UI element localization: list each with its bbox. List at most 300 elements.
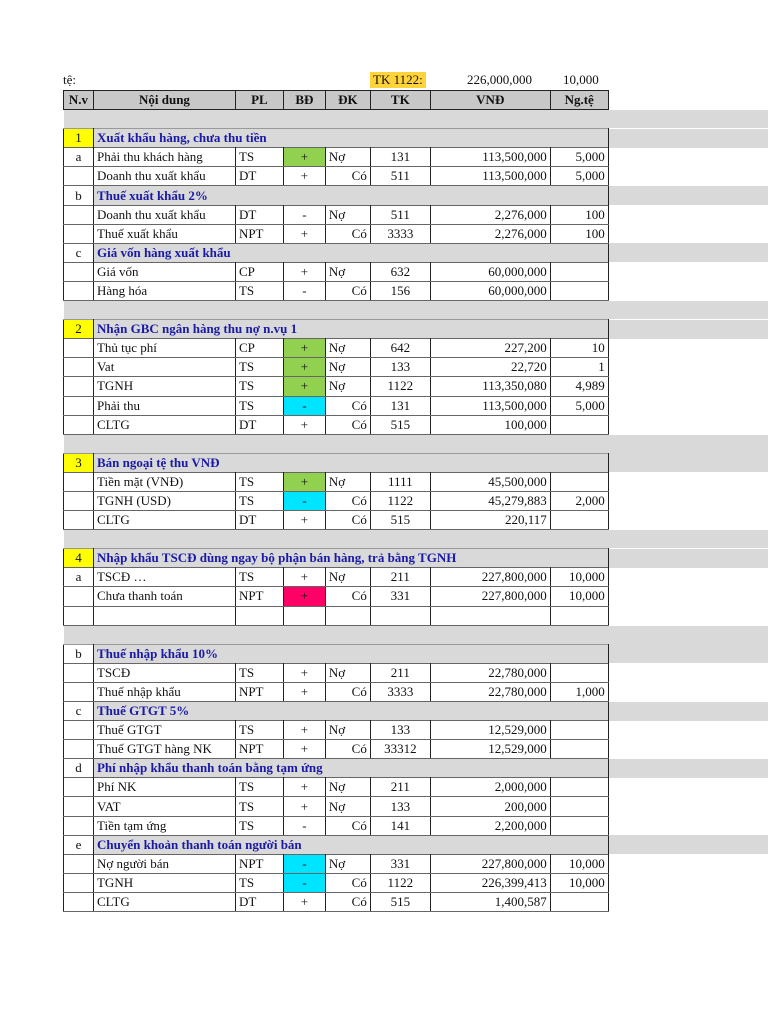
cell-pl: TS [235,491,283,510]
cell-bd: - [283,491,325,510]
cell-noi-dung: Hàng hóa [93,281,235,300]
cell-ngte [550,778,608,797]
cell-nv [64,816,94,835]
sub-item-letter: c [64,243,94,262]
cell-dk: Nợ [325,377,370,396]
cell-bd: + [283,224,325,243]
cell-ngte: 1,000 [550,682,608,701]
cell-vnd: 227,200 [430,339,550,358]
sub-heading-row [64,644,768,663]
cell-dk: Nợ [325,148,370,167]
col-header-bd: BĐ [283,91,325,110]
cell-pl: CP [235,339,283,358]
cell-bd: + [283,262,325,281]
transaction-title: Nhận GBC ngân hàng thu nợ n.vụ 1 [93,320,608,339]
cell-dk: Có [325,415,370,434]
cell-nv [64,587,94,606]
transaction-title: Bán ngoại tệ thu VNĐ [93,453,608,472]
cell-tk: 3333 [370,224,430,243]
cell-nv [64,167,94,186]
row-extension [608,358,768,377]
cell-nv [64,873,94,892]
cell-bd: + [283,377,325,396]
spacer-cell [64,434,768,453]
cell-nv [64,721,94,740]
transaction-number: 4 [64,549,94,568]
cell-dk: Có [325,740,370,759]
row-extension [608,262,768,281]
section-spacer-row [64,110,768,129]
cell-tk: 131 [370,396,430,415]
cell-vnd: 227,800,000 [430,854,550,873]
top-left-text: tệ: [63,72,76,87]
col-header-ngte: Ng.tệ [550,91,608,110]
cell-dk: Có [325,224,370,243]
cell-vnd: 227,800,000 [430,568,550,587]
col-header-noi-dung: Nội dung [93,91,235,110]
sub-item-title: Phí nhập khẩu thanh toán bằng tạm ứng [93,759,608,778]
cell-tk: 1122 [370,377,430,396]
row-extension [608,186,768,205]
cell-noi-dung: CLTG [93,415,235,434]
row-extension [608,511,768,530]
sub-heading-row [64,759,768,778]
table-row [64,167,768,186]
cell-pl: CP [235,262,283,281]
cell-pl: TS [235,816,283,835]
table-row [64,472,768,491]
cell-ngte [550,721,608,740]
cell-nv [64,778,94,797]
cell-tk: 1122 [370,491,430,510]
cell-noi-dung: Phải thu [93,396,235,415]
cell-pl: NPT [235,740,283,759]
table-row [64,797,768,816]
cell-vnd: 200,000 [430,797,550,816]
table-row [64,854,768,873]
blank-cell [325,606,370,625]
header-extension [608,91,768,110]
cell-ngte: 10,000 [550,568,608,587]
cell-ngte: 1 [550,358,608,377]
table-row [64,262,768,281]
row-extension [608,568,768,587]
cell-pl: DT [235,511,283,530]
blank-cell [283,606,325,625]
row-extension [608,415,768,434]
row-extension [608,663,768,682]
cell-bd: - [283,205,325,224]
cell-bd: + [283,663,325,682]
transaction-title: Xuất khẩu hàng, chưa thu tiền [93,129,608,148]
section-spacer-row [64,625,768,644]
cell-pl: TS [235,873,283,892]
cell-ngte [550,511,608,530]
cell-tk: 141 [370,816,430,835]
cell-bd: - [283,396,325,415]
cell-pl: DT [235,892,283,911]
row-extension [608,281,768,300]
cell-tk: 511 [370,205,430,224]
cell-vnd: 45,279,883 [430,491,550,510]
cell-tk: 133 [370,721,430,740]
table-row [64,377,768,396]
cell-pl: TS [235,396,283,415]
table-row [64,721,768,740]
cell-bd: + [283,148,325,167]
cell-ngte [550,797,608,816]
spacer-cell [64,110,768,129]
transaction-heading-row [64,320,768,339]
table-row [64,415,768,434]
sub-item-title: Thuế xuất khẩu 2% [93,186,608,205]
cell-noi-dung: TGNH (USD) [93,491,235,510]
cell-bd: + [283,587,325,606]
cell-nv [64,797,94,816]
cell-vnd: 2,276,000 [430,224,550,243]
cell-ngte [550,472,608,491]
cell-pl: NPT [235,224,283,243]
row-extension [608,320,768,339]
cell-noi-dung: Thuế nhập khẩu [93,682,235,701]
cell-noi-dung: Chưa thanh toán [93,587,235,606]
sub-item-title: Thuế GTGT 5% [93,702,608,721]
cell-nv [64,415,94,434]
cell-vnd: 226,399,413 [430,873,550,892]
cell-vnd: 22,720 [430,358,550,377]
table-row [64,873,768,892]
cell-bd: + [283,721,325,740]
sub-item-letter: b [64,644,94,663]
cell-bd: - [283,816,325,835]
tk-1122-vnd-total: 226,000,000 [467,72,532,87]
cell-pl: DT [235,167,283,186]
row-extension [608,148,768,167]
blank-cell [93,606,235,625]
spacer-cell [64,301,768,320]
cell-noi-dung: Doanh thu xuất khẩu [93,167,235,186]
cell-dk: Nợ [325,854,370,873]
cell-tk: 632 [370,262,430,281]
cell-ngte: 5,000 [550,148,608,167]
cell-dk: Có [325,281,370,300]
cell-tk: 331 [370,854,430,873]
cell-ngte [550,281,608,300]
cell-noi-dung: Nợ người bán [93,854,235,873]
row-extension [608,740,768,759]
cell-vnd: 12,529,000 [430,721,550,740]
row-extension [608,224,768,243]
cell-dk: Nợ [325,568,370,587]
cell-dk: Có [325,816,370,835]
section-spacer-row [64,434,768,453]
cell-nv [64,491,94,510]
transaction-number: 3 [64,453,94,472]
cell-vnd: 22,780,000 [430,663,550,682]
cell-tk: 211 [370,663,430,682]
row-extension [608,606,768,625]
row-extension [608,682,768,701]
cell-ngte [550,816,608,835]
cell-dk: Nợ [325,663,370,682]
cell-pl: NPT [235,682,283,701]
cell-vnd: 60,000,000 [430,262,550,281]
cell-ngte: 4,989 [550,377,608,396]
row-extension [608,491,768,510]
cell-bd: + [283,568,325,587]
table-row [64,568,768,587]
cell-pl: NPT [235,854,283,873]
cell-dk: Nợ [325,721,370,740]
cell-dk: Có [325,587,370,606]
cell-ngte: 100 [550,205,608,224]
cell-pl: TS [235,472,283,491]
transaction-number: 2 [64,320,94,339]
cell-noi-dung: Thuế GTGT [93,721,235,740]
section-spacer-row [64,530,768,549]
cell-vnd: 113,500,000 [430,396,550,415]
row-extension [608,778,768,797]
row-extension [608,835,768,854]
table-row [64,148,768,167]
cell-nv [64,339,94,358]
sub-item-letter: b [64,186,94,205]
cell-ngte [550,892,608,911]
row-extension [608,702,768,721]
top-summary-line [63,70,608,89]
table-row [64,339,768,358]
cell-nv [64,511,94,530]
sub-item-title: Chuyển khoản thanh toán người bán [93,835,608,854]
transaction-heading-row [64,129,768,148]
cell-pl: NPT [235,587,283,606]
transaction-heading-row [64,453,768,472]
col-header-tk: TK [370,91,430,110]
cell-vnd: 113,350,080 [430,377,550,396]
cell-nv [64,740,94,759]
cell-noi-dung: VAT [93,797,235,816]
cell-bd: + [283,167,325,186]
cell-dk: Nợ [325,797,370,816]
row-extension [608,873,768,892]
cell-noi-dung: Tiền tạm ứng [93,816,235,835]
cell-dk: Nợ [325,472,370,491]
row-extension [608,549,768,568]
row-extension [608,892,768,911]
cell-bd: + [283,740,325,759]
col-header-nv: N.v [64,91,94,110]
transaction-title: Nhập khẩu TSCĐ dùng ngay bộ phận bán hàng, trả bằng TGNH [93,549,608,568]
row-extension [608,243,768,262]
cell-ngte: 10,000 [550,873,608,892]
cell-dk: Nợ [325,205,370,224]
cell-dk: Có [325,873,370,892]
cell-vnd: 227,800,000 [430,587,550,606]
cell-noi-dung: TGNH [93,873,235,892]
row-extension [608,129,768,148]
cell-bd: + [283,358,325,377]
cell-tk: 156 [370,281,430,300]
cell-dk: Có [325,167,370,186]
cell-vnd: 2,200,000 [430,816,550,835]
cell-noi-dung: CLTG [93,511,235,530]
cell-bd: - [283,873,325,892]
blank-cell [430,606,550,625]
cell-ngte: 10,000 [550,854,608,873]
cell-nv [64,892,94,911]
cell-ngte: 5,000 [550,396,608,415]
table-row [64,491,768,510]
cell-nv: a [64,148,94,167]
cell-dk: Nợ [325,262,370,281]
row-extension [608,721,768,740]
cell-vnd: 2,276,000 [430,205,550,224]
cell-dk: Nợ [325,358,370,377]
cell-bd: - [283,281,325,300]
cell-dk: Có [325,396,370,415]
cell-ngte [550,415,608,434]
row-extension [608,396,768,415]
tk-1122-label: TK 1122: [370,72,426,88]
cell-dk: Có [325,892,370,911]
cell-vnd: 100,000 [430,415,550,434]
cell-bd: + [283,682,325,701]
table-row [64,682,768,701]
blank-row [64,606,768,625]
table-row [64,358,768,377]
cell-nv [64,281,94,300]
cell-pl: TS [235,358,283,377]
row-extension [608,759,768,778]
cell-noi-dung: Thuế GTGT hàng NK [93,740,235,759]
sub-item-title: Giá vốn hàng xuất khẩu [93,243,608,262]
cell-vnd: 113,500,000 [430,148,550,167]
journal-table [63,90,768,912]
cell-vnd: 2,000,000 [430,778,550,797]
cell-ngte: 5,000 [550,167,608,186]
col-header-dk: ĐK [325,91,370,110]
cell-noi-dung: Thuế xuất khẩu [93,224,235,243]
cell-noi-dung: TSCĐ [93,663,235,682]
table-row [64,396,768,415]
cell-tk: 511 [370,167,430,186]
cell-ngte: 10,000 [550,587,608,606]
blank-cell [64,606,94,625]
row-extension [608,644,768,663]
row-extension [608,339,768,358]
section-spacer-row [64,301,768,320]
row-extension [608,587,768,606]
cell-vnd: 60,000,000 [430,281,550,300]
cell-vnd: 113,500,000 [430,167,550,186]
cell-vnd: 12,529,000 [430,740,550,759]
cell-bd: + [283,511,325,530]
cell-noi-dung: Phí NK [93,778,235,797]
cell-pl: TS [235,148,283,167]
cell-tk: 515 [370,892,430,911]
sub-item-letter: e [64,835,94,854]
cell-vnd: 45,500,000 [430,472,550,491]
row-extension [608,816,768,835]
cell-noi-dung: CLTG [93,892,235,911]
sub-heading-row [64,702,768,721]
cell-noi-dung: Tiền mặt (VNĐ) [93,472,235,491]
cell-tk: 1122 [370,873,430,892]
cell-noi-dung: Doanh thu xuất khẩu [93,205,235,224]
row-extension [608,453,768,472]
row-extension [608,854,768,873]
cell-dk: Nợ [325,339,370,358]
tk-1122-ngte-total: 10,000 [563,72,599,87]
row-extension [608,472,768,491]
sub-heading-row [64,186,768,205]
table-row [64,587,768,606]
cell-noi-dung: Vat [93,358,235,377]
cell-nv: a [64,568,94,587]
cell-nv [64,358,94,377]
cell-nv [64,663,94,682]
cell-tk: 211 [370,778,430,797]
cell-noi-dung: Giá vốn [93,262,235,281]
cell-dk: Có [325,491,370,510]
cell-tk: 331 [370,587,430,606]
spacer-cell [64,625,768,644]
cell-bd: + [283,472,325,491]
blank-cell [235,606,283,625]
spacer-cell [64,530,768,549]
cell-pl: DT [235,205,283,224]
table-row [64,224,768,243]
cell-tk: 515 [370,415,430,434]
table-row [64,778,768,797]
cell-ngte: 2,000 [550,491,608,510]
sub-item-letter: c [64,702,94,721]
cell-pl: TS [235,377,283,396]
cell-noi-dung: TSCĐ … [93,568,235,587]
cell-pl: TS [235,797,283,816]
cell-vnd: 1,400,587 [430,892,550,911]
cell-pl: DT [235,415,283,434]
table-row [64,281,768,300]
cell-nv [64,224,94,243]
cell-dk: Nợ [325,778,370,797]
cell-pl: TS [235,568,283,587]
cell-bd: + [283,797,325,816]
row-extension [608,377,768,396]
col-header-vnd: VNĐ [430,91,550,110]
cell-vnd: 22,780,000 [430,682,550,701]
cell-bd: + [283,415,325,434]
sub-item-title: Thuế nhập khẩu 10% [93,644,608,663]
cell-tk: 642 [370,339,430,358]
transaction-heading-row [64,549,768,568]
cell-pl: TS [235,281,283,300]
cell-tk: 131 [370,148,430,167]
cell-tk: 133 [370,358,430,377]
cell-pl: TS [235,721,283,740]
cell-nv [64,682,94,701]
table-row [64,205,768,224]
cell-dk: Có [325,511,370,530]
row-extension [608,205,768,224]
cell-tk: 133 [370,797,430,816]
transaction-number: 1 [64,129,94,148]
cell-bd: + [283,339,325,358]
cell-nv [64,854,94,873]
cell-ngte [550,740,608,759]
table-row [64,892,768,911]
cell-ngte [550,663,608,682]
